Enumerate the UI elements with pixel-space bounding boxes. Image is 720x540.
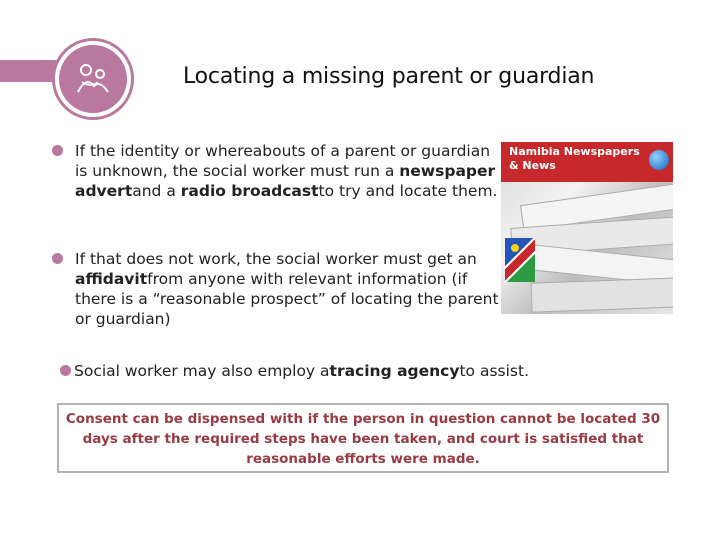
slide-title: Locating a missing parent or guardian [183, 64, 595, 89]
bullet-dot [52, 145, 63, 156]
bullet-dot [52, 253, 63, 264]
bullet-text-1: If the identity or whereabouts of a parent or guardian is unknown, the social worker must run a newspaper advertand a radio broadcastto try and locate them. [75, 142, 498, 200]
news-banner-text: Namibia Newspapers & News [509, 145, 640, 172]
consent-note: Consent can be dispensed with if the person in question cannot be located 30 days after the required steps have been taken, and court is satisfied that reasonable efforts were made. [57, 403, 669, 473]
affidavit-term: affidavit [75, 270, 148, 288]
bullet-dot [60, 365, 71, 376]
newspaper-advert-term: newspaper advert [75, 162, 496, 200]
bullet-item-1 [52, 141, 502, 201]
flag-icon [505, 238, 535, 282]
logo-emblem-inner [59, 45, 127, 113]
news-banner [501, 142, 673, 182]
flag-sun-icon [511, 244, 519, 252]
bullet-item-2 [52, 249, 502, 329]
bullet-text-3: Social worker may also employ atracing agencyto assist. [74, 362, 529, 380]
bullet-item-3 [60, 361, 580, 381]
logo-figures-icon [68, 54, 118, 104]
globe-icon [649, 150, 669, 170]
logo-emblem-icon [52, 38, 134, 120]
radio-broadcast-term: radio broadcast [180, 182, 319, 200]
bullet-text-2: If that does not work, the social worker must get an affidavitfrom anyone with relevant information (if there is a “reasonable prospect” of locating the parent or guardian) [75, 250, 499, 328]
newspaper-sheet [531, 277, 673, 312]
newspaper-photo [501, 142, 673, 314]
tracing-agency-term: tracing agency [329, 362, 460, 380]
